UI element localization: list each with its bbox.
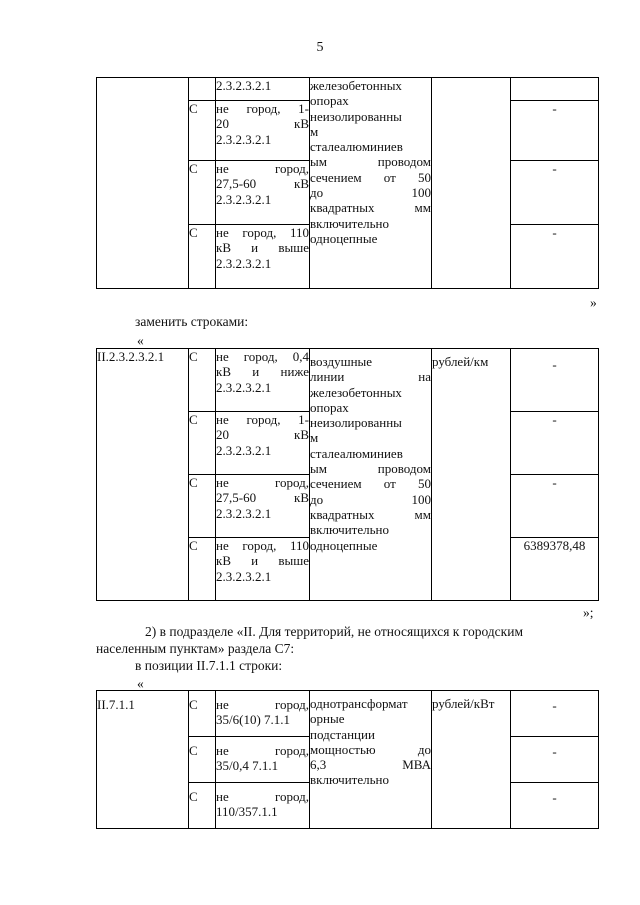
s-cell: С: [189, 101, 216, 161]
fee-cell: не город, 35/6(10) 7.1.1: [216, 691, 310, 737]
open-quote: «: [137, 333, 144, 348]
s-cell: С: [189, 737, 216, 783]
s-cell: С: [189, 475, 216, 538]
s-cell: С: [189, 225, 216, 289]
close-quote: »;: [583, 605, 594, 620]
s-cell: С: [189, 412, 216, 475]
paragraph-line: в позиции II.7.1.1 строки:: [135, 658, 283, 673]
fee-cell: не город, 110/357.1.1: [216, 783, 310, 829]
unit-cell: рублей/км: [432, 349, 511, 601]
s-cell: С: [189, 783, 216, 829]
value-cell: -: [511, 161, 599, 225]
table-row: [97, 349, 599, 412]
table-row: [97, 691, 599, 737]
s-cell: С: [189, 349, 216, 412]
fee-cell: не город, 27,5-60 кВ 2.3.2.3.2.1: [216, 161, 310, 225]
value-cell: -: [511, 101, 599, 161]
value-cell: -: [511, 475, 599, 538]
fee-cell: не город, 110 кВ и выше 2.3.2.3.2.1: [216, 225, 310, 289]
close-quote: »: [590, 295, 597, 310]
fee-cell: не город, 27,5-60 кВ 2.3.2.3.2.1: [216, 475, 310, 538]
description-cell: однотрансформат орные подстанции мощностью до 6,3 МВА включительно: [310, 691, 432, 829]
paragraph-line: населенным пунктам» раздела С7:: [96, 641, 295, 656]
value-cell: [511, 78, 599, 101]
table-substations: [96, 690, 599, 829]
code-cell: [97, 78, 189, 289]
value-cell: -: [511, 349, 599, 412]
description-cell: железобетонных опорах неизолированны м сталеалюминиев ым проводом сечением от 50 до 100 квадратных мм включительно одноцепные: [310, 78, 432, 289]
s-cell: С: [189, 538, 216, 601]
code-cell: II.2.3.2.3.2.1: [97, 349, 189, 601]
page-number: 5: [316, 40, 324, 55]
value-cell: -: [511, 783, 599, 829]
fee-cell: не город, 0,4 кВ и ниже 2.3.2.3.2.1: [216, 349, 310, 412]
fee-cell: не город, 1- 20 кВ 2.3.2.3.2.1: [216, 412, 310, 475]
fee-cell: не город, 110 кВ и выше 2.3.2.3.2.1: [216, 538, 310, 601]
fee-cell: не город, 35/0,4 7.1.1: [216, 737, 310, 783]
fee-cell: не город, 1- 20 кВ 2.3.2.3.2.1: [216, 101, 310, 161]
description-cell: воздушные линии на железобетонных опорах неизолированны м сталеалюминиев ым проводом сечением от 50 до 100 квадратных мм включительно одноцепные: [310, 349, 432, 601]
value-cell: -: [511, 412, 599, 475]
code-cell: II.7.1.1: [97, 691, 189, 829]
s-cell: [189, 78, 216, 101]
paragraph-line: 2) в подразделе «II. Для территорий, не относящихся к городским: [145, 624, 523, 639]
value-cell: 6389378,48: [511, 538, 599, 601]
replace-text: заменить строками:: [135, 314, 249, 329]
s-cell: С: [189, 161, 216, 225]
value-cell: -: [511, 737, 599, 783]
s-cell: С: [189, 691, 216, 737]
value-cell: -: [511, 225, 599, 289]
table-continuation: [96, 77, 599, 289]
table-row: [97, 78, 599, 101]
unit-cell: [432, 78, 511, 289]
value-cell: -: [511, 691, 599, 737]
fee-cell: 2.3.2.3.2.1: [216, 78, 310, 101]
open-quote: «: [137, 676, 144, 691]
table-replacement: [96, 348, 599, 601]
unit-cell: рублей/кВт: [432, 691, 511, 829]
